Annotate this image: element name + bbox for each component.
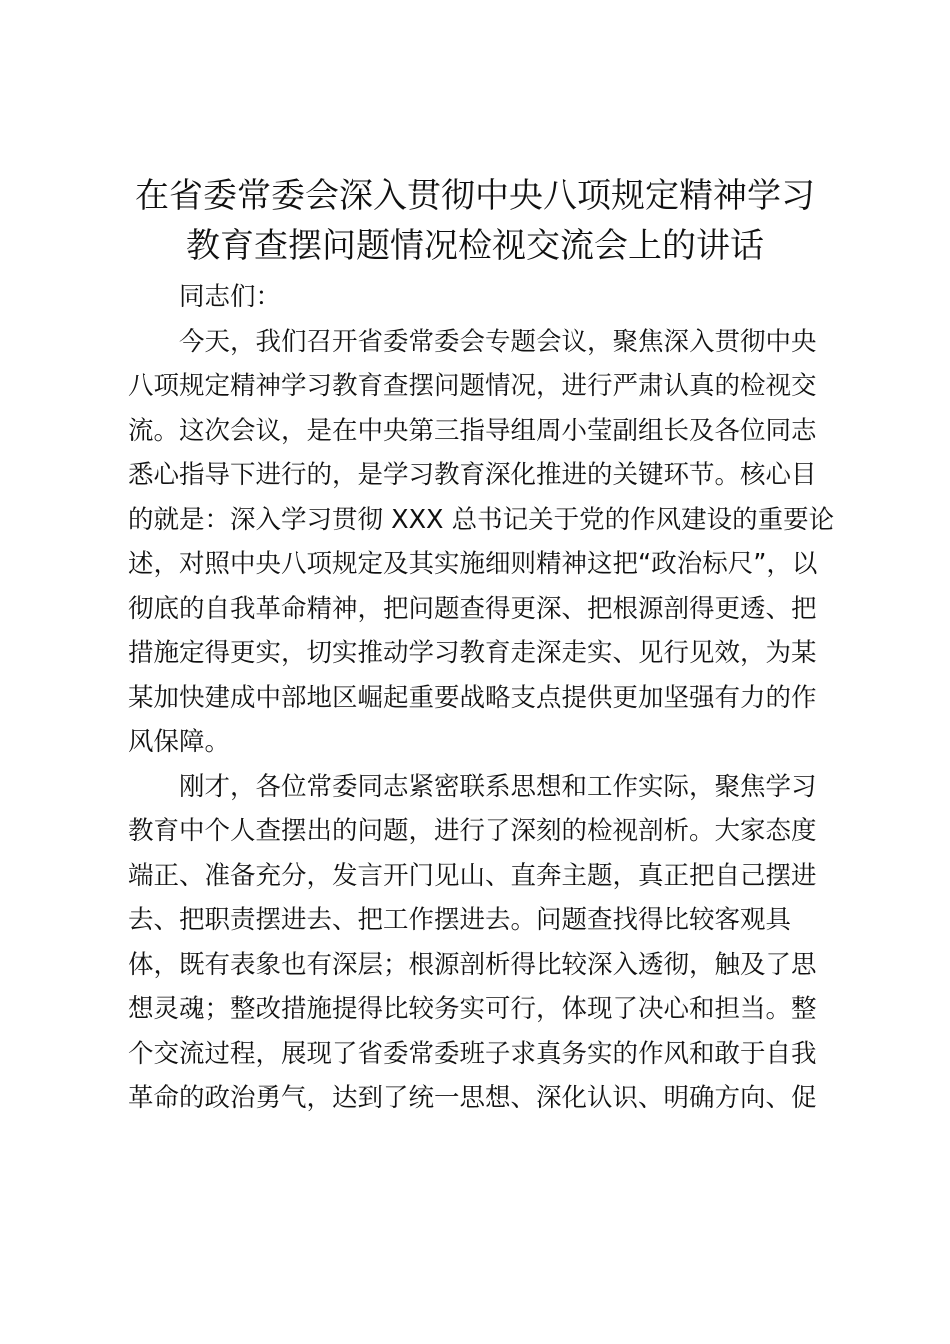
paragraph-line: 端正、准备充分，发言开门见山、直奔主题，真正把自己摆进 [128,860,817,891]
paragraph-1 [128,320,835,765]
paragraph-line: 去、把职责摆进去、把工作摆进去。问题查找得比较客观具 [128,905,792,935]
paragraph-2 [128,765,828,1121]
salutation-text: 同志们： [179,282,282,312]
paragraph-line: 个交流过程，展现了省委常委班子求真务实的作风和敢于自我 [128,1038,817,1069]
paragraph-line: 措施定得更实，切实推动学习教育走深走实、见行见效，为某 [128,638,817,668]
title-line: 教育查摆问题情况检视交流会上的讲话 [186,226,764,266]
paragraph-line: 述，对照中央八项规定及其实施细则精神这把“政治标尺”，以 [128,549,818,579]
salutation [128,275,828,320]
title-line: 在省委常委会深入贯彻中央八项规定精神学习 [135,176,815,216]
paragraph-line: 八项规定精神学习教育查摆问题情况，进行严肃认真的检视交 [128,371,817,401]
paragraph-line: 刚才，各位常委同志紧密联系思想和工作实际，聚焦学习 [179,771,817,802]
paragraph-line: 风保障。 [128,727,231,757]
document-body [128,275,835,1121]
paragraph-line: 悉心指导下进行的，是学习教育深化推进的关键环节。核心目 [128,460,817,490]
paragraph-line: 教育中个人查摆出的问题，进行了深刻的检视剖析。大家态度 [128,816,817,846]
document-title [118,171,832,271]
paragraph-line: 流。这次会议，是在中央第三指导组周小莹副组长及各位同志 [128,415,817,446]
paragraph-line: 体，既有表象也有深层；根源剖析得比较深入透彻，触及了思 [128,949,817,980]
paragraph-line: 革命的政治勇气，达到了统一思想、深化认识、明确方向、促 [128,1083,817,1113]
paragraph-line: 想灵魂；整改措施提得比较务实可行，体现了决心和担当。整 [128,994,817,1024]
paragraph-line: 今天，我们召开省委常委会专题会议，聚焦深入贯彻中央 [179,326,817,357]
paragraph-line: 某加快建成中部地区崛起重要战略支点提供更加坚强有力的作 [128,682,817,713]
paragraph-line: 的就是：深入学习贯彻 XXX 总书记关于党的作风建设的重要论 [128,504,835,535]
paragraph-line: 彻底的自我革命精神，把问题查得更深、把根源剖得更透、把 [128,593,817,624]
